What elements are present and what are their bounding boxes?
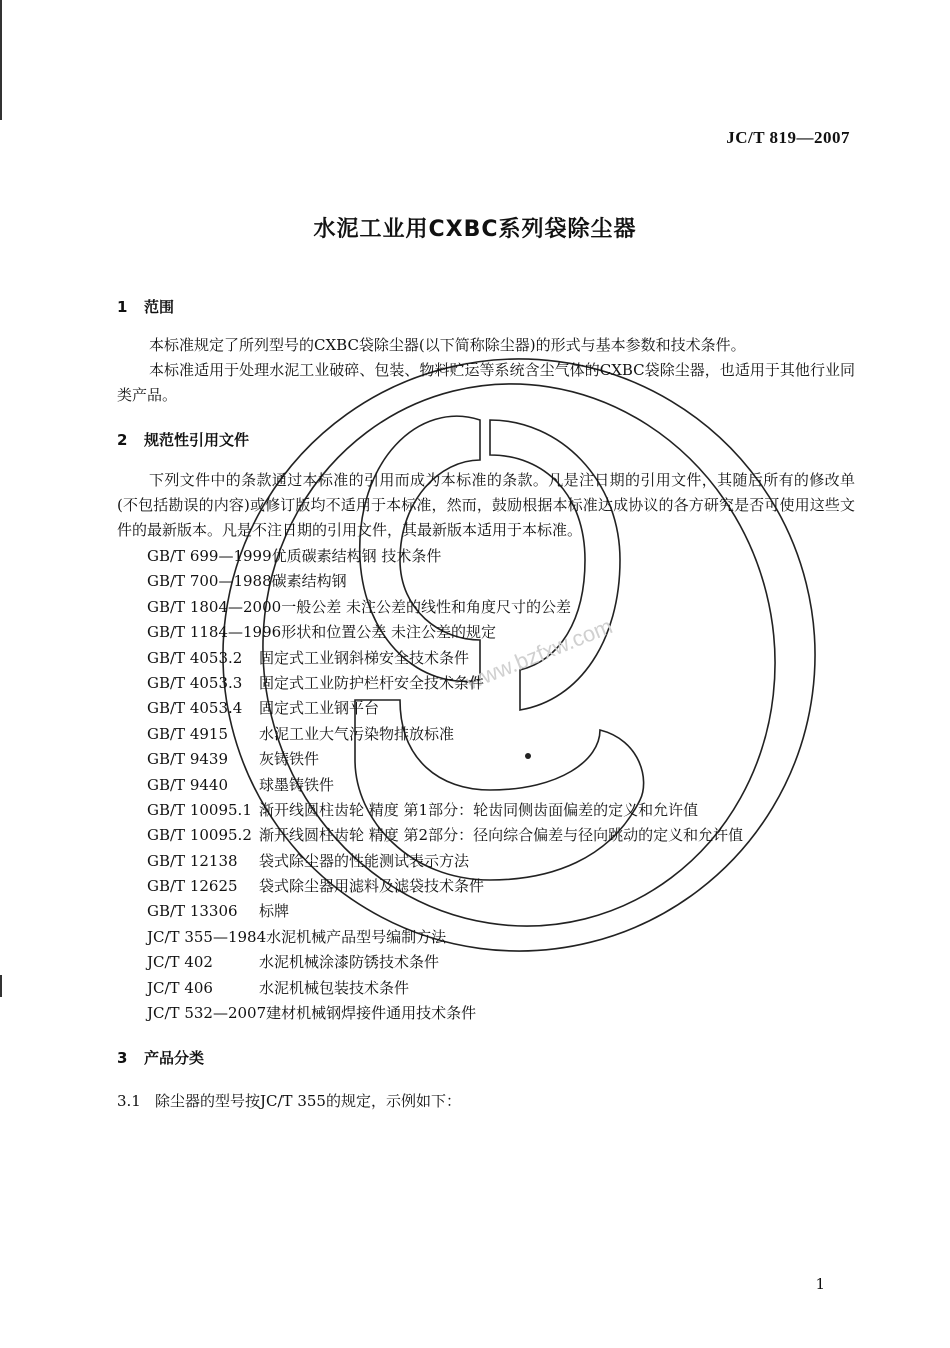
- reference-item: [147, 747, 743, 772]
- reference-code: GB/T 9439: [147, 750, 229, 769]
- reference-code: GB/T 12138: [147, 851, 238, 870]
- clause-text: 除尘器的型号按JC/T 355的规定，示例如下：: [155, 1092, 461, 1110]
- scope-paragraph: 本标准规定了所列型号的CXBC袋除尘器(以下简称除尘器)的形式与基本参数和技术条件。: [149, 336, 746, 354]
- reference-item: [147, 976, 743, 1001]
- reference-title: 水泥机械包装技术条件: [259, 978, 410, 997]
- reference-title: 灰铸铁件: [259, 750, 320, 769]
- section-number: 1: [117, 298, 128, 316]
- reference-title: 水泥机械涂漆防锈技术条件: [259, 953, 440, 972]
- reference-title: 水泥机械产品型号编制方法: [266, 927, 447, 946]
- reference-item: [147, 798, 743, 823]
- reference-title: 标牌: [259, 902, 290, 921]
- reference-list: [147, 544, 743, 1026]
- scan-edge-mark: [0, 0, 2, 120]
- reference-item: [147, 722, 743, 747]
- reference-code: JC/T 532—2007: [147, 1004, 267, 1023]
- reference-code: GB/T 699—1999: [147, 547, 272, 565]
- clause-number: 3.1: [117, 1092, 141, 1110]
- reference-item: [147, 899, 743, 924]
- reference-code: GB/T 10095.2: [147, 826, 252, 845]
- reference-item: [147, 874, 743, 899]
- section-1-heading: [117, 296, 174, 317]
- reference-title: 水泥工业大气污染物排放标准: [259, 724, 455, 743]
- reference-code: GB/T 1184—1996: [147, 623, 282, 642]
- reference-item: [147, 620, 743, 645]
- section-title: 产品分类: [144, 1049, 205, 1067]
- reference-code: GB/T 1804—2000: [147, 597, 282, 616]
- reference-title: 一般公差 未注公差的线性和角度尺寸的公差: [281, 597, 571, 616]
- reference-code: GB/T 700—1988: [147, 572, 272, 591]
- reference-title: 建材机械钢焊接件通用技术条件: [266, 1004, 477, 1023]
- reference-item: [147, 773, 743, 798]
- reference-item: [147, 544, 743, 569]
- page-number: 1: [815, 1275, 825, 1293]
- reference-title: 袋式除尘器用滤料及滤袋技术条件: [259, 877, 485, 896]
- reference-code: JC/T 406: [147, 978, 213, 997]
- reference-code: GB/T 12625: [147, 877, 238, 896]
- references-intro: 下列文件中的条款通过本标准的引用而成为本标准的条款。凡是注日期的引用文件，其随后所有的修改单(不包括勘误的内容)或修订版均不适用于本标准，然而，鼓励根据本标准达成协议的各方研究是否可使用这些文件的最新版本。凡是不注日期的引用文件，其最新版本适用于本标准。: [117, 471, 855, 539]
- reference-code: JC/T 402: [147, 953, 213, 972]
- reference-title: 渐开线圆柱齿轮 精度 第2部分：径向综合偏差与径向跳动的定义和允许值: [259, 826, 744, 845]
- scan-edge-mark: [0, 975, 2, 997]
- scope-paragraph: 本标准适用于处理水泥工业破碎、包装、物料贮运等系统含尘气体的CXBC袋除尘器，也适用于其他行业同类产品。: [117, 361, 855, 404]
- reference-item: [147, 849, 743, 874]
- reference-code: GB/T 4053.3: [147, 673, 243, 692]
- reference-item: [147, 950, 743, 975]
- reference-item: [147, 569, 743, 594]
- reference-code: GB/T 10095.1: [147, 800, 252, 819]
- reference-title: 形状和位置公差 未注公差的规定: [281, 623, 496, 642]
- reference-item: [147, 671, 743, 696]
- reference-code: GB/T 9440: [147, 775, 229, 794]
- reference-code: GB/T 13306: [147, 902, 238, 921]
- reference-item: [147, 696, 743, 721]
- standard-code: JC/T 819—2007: [726, 128, 850, 147]
- reference-item: [147, 925, 743, 950]
- reference-title: 固定式工业防护栏杆安全技术条件: [259, 673, 485, 692]
- reference-code: JC/T 355—1984: [147, 927, 267, 946]
- clause-3-1: [117, 1090, 461, 1111]
- reference-item: [147, 646, 743, 671]
- reference-title: 碳素结构钢: [271, 572, 347, 591]
- reference-item: [147, 595, 743, 620]
- reference-item: [147, 823, 743, 848]
- reference-title: 渐开线圆柱齿轮 精度 第1部分：轮齿同侧齿面偏差的定义和允许值: [259, 800, 699, 819]
- section-title: 规范性引用文件: [144, 431, 250, 449]
- watermark-text: www.bzfxw.com: [462, 613, 616, 695]
- reference-title: 固定式工业钢斜梯安全技术条件: [259, 648, 470, 667]
- reference-title: 固定式工业钢平台: [259, 699, 380, 718]
- reference-code: GB/T 4053.2: [147, 648, 243, 667]
- document-title: 水泥工业用CXBC系列袋除尘器: [313, 217, 637, 242]
- reference-title: 袋式除尘器的性能测试表示方法: [259, 851, 470, 870]
- reference-item: [147, 1001, 743, 1026]
- section-number: 2: [117, 431, 128, 449]
- section-number: 3: [117, 1049, 128, 1067]
- section-3-heading: [117, 1047, 204, 1068]
- section-title: 范围: [144, 298, 175, 316]
- reference-title: 优质碳素结构钢 技术条件: [271, 547, 442, 565]
- reference-code: GB/T 4915: [147, 724, 229, 743]
- reference-title: 球墨铸铁件: [259, 775, 335, 794]
- reference-code: GB/T 4053.4: [147, 699, 243, 718]
- section-2-heading: [117, 429, 249, 450]
